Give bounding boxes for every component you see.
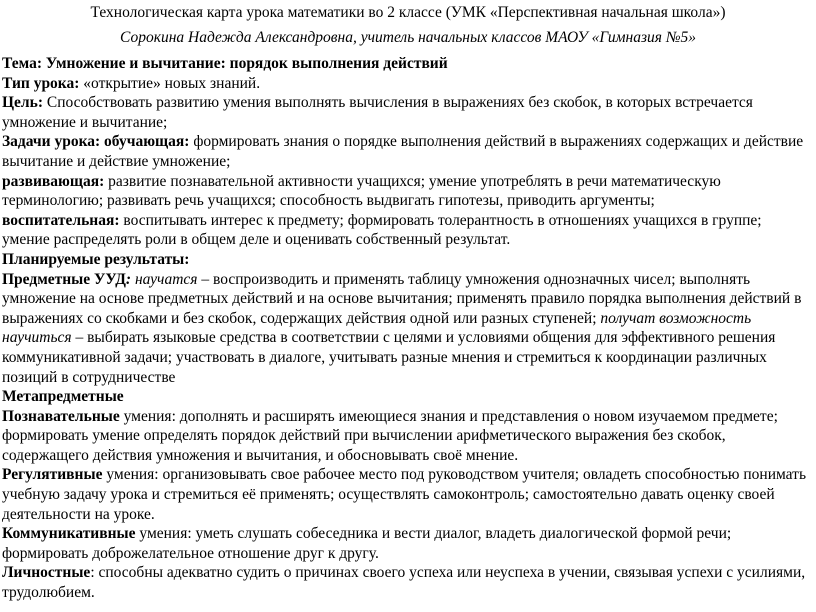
subject-will-learn: научатся xyxy=(131,270,198,288)
subject-results-text-2: – выбирать языковые средства в соответствии с целями и условиями общения для эффективного решения коммуникативной задачи; участвовать в диалоге, учитывать разные мнения и стремиться к координации различных позиций в сотрудничестве xyxy=(2,329,776,386)
communicative-paragraph xyxy=(2,524,812,563)
goal-paragraph xyxy=(2,93,812,132)
document-author: Сорокина Надежда Александровна, учитель начальных классов МАОУ «Гимназия №5» xyxy=(120,29,696,46)
tasks-teaching-paragraph xyxy=(2,132,812,171)
results-heading: Планируемые результаты: xyxy=(2,250,190,268)
subject-will-get-chance: получат возможность научиться xyxy=(2,309,752,347)
personal-paragraph xyxy=(2,563,812,602)
lesson-type-label: Тип урока: xyxy=(2,74,80,92)
tasks-teaching-text: формировать знания о порядке выполнения действий в выражениях содержащих и действие вычитание и действие умножение; xyxy=(2,133,804,170)
subject-results-text-1: – воспроизводить и применять таблицу умножения однозначных чисел; выполнять умножение на основе предметных действий и на основе вычитания; применять правило порядка выполнения действий в выражениях со скобками и без скобок, содержащих действия одной или разных ступеней; xyxy=(2,270,802,327)
tasks-educating-text: воспитывать интерес к предмету; формировать толерантность в отношениях учащихся в группе; умение распределять роли в общем деле и оценивать собственный результат. xyxy=(2,211,762,249)
regulatory-label: Регулятивные xyxy=(2,466,103,484)
subject-results-paragraph xyxy=(2,270,812,388)
personal-label: Личностные xyxy=(2,564,91,582)
lesson-type-text: «открытие» новых знаний. xyxy=(79,74,261,92)
topic-paragraph xyxy=(2,54,812,74)
meta-heading: Метапредметные xyxy=(2,388,124,406)
results-heading-paragraph xyxy=(2,250,812,270)
goal-label: Цель: xyxy=(2,94,43,112)
personal-text: : способны адекватно судить о причинах своего успеха или неуспеха в учении, связывая успехи с усилиями, трудолюбием. xyxy=(2,564,806,602)
subject-results-label: Предметные УУД xyxy=(2,270,126,288)
cognitive-label: Познавательные xyxy=(2,407,120,425)
document-title: Технологическая карта урока математики во 2 классе (УМК «Перспективная начальная школа») xyxy=(90,4,726,21)
cognitive-text: умения: дополнять и расширять имеющиеся знания и представления о новом изучаемом предмете; формировать умение определять порядок действий при вычислении арифметического выражения без скобок, содержащего действия умножения и вычитания, и обосновывать своё мнение. xyxy=(2,407,778,464)
lesson-type-paragraph xyxy=(2,74,812,94)
subject-results-colon: : xyxy=(125,270,132,288)
communicative-text: умения: уметь слушать собеседника и вести диалог, владеть диалогической формой речи; формировать доброжелательное отношение друг к другу. xyxy=(2,525,732,562)
tasks-educating-paragraph xyxy=(2,211,812,250)
tasks-developing-text: развитие познавательной активности учащихся; умение употреблять в речи математическую терминологию; развивать речь учащихся; способность выдвигать гипотезы, приводить аргументы; xyxy=(2,172,721,210)
goal-text: Способствовать развитию умения выполнять вычисления в выражениях без скобок, в которых встречается умножение и вычитание; xyxy=(2,94,753,131)
tasks-developing-label: развивающая: xyxy=(2,172,105,190)
communicative-label: Коммуникативные xyxy=(2,525,136,543)
regulatory-text: умения: организовывать свое рабочее место под руководством учителя; овладеть способностью понимать учебную задачу урока и стремиться её применять; осуществлять самоконтроль; самостоятельно давать оценку своей деятельности на уроке. xyxy=(2,466,807,523)
meta-heading-paragraph xyxy=(2,387,812,407)
cognitive-paragraph xyxy=(2,407,812,466)
topic-label: Тема: Умножение и вычитание: порядок выполнения действий xyxy=(2,55,448,72)
document-body xyxy=(2,54,812,603)
tasks-teaching-label: Задачи урока: обучающая: xyxy=(2,133,190,151)
tasks-educating-label: воспитательная: xyxy=(2,211,120,229)
tasks-developing-paragraph xyxy=(2,172,812,211)
regulatory-paragraph xyxy=(2,465,812,524)
